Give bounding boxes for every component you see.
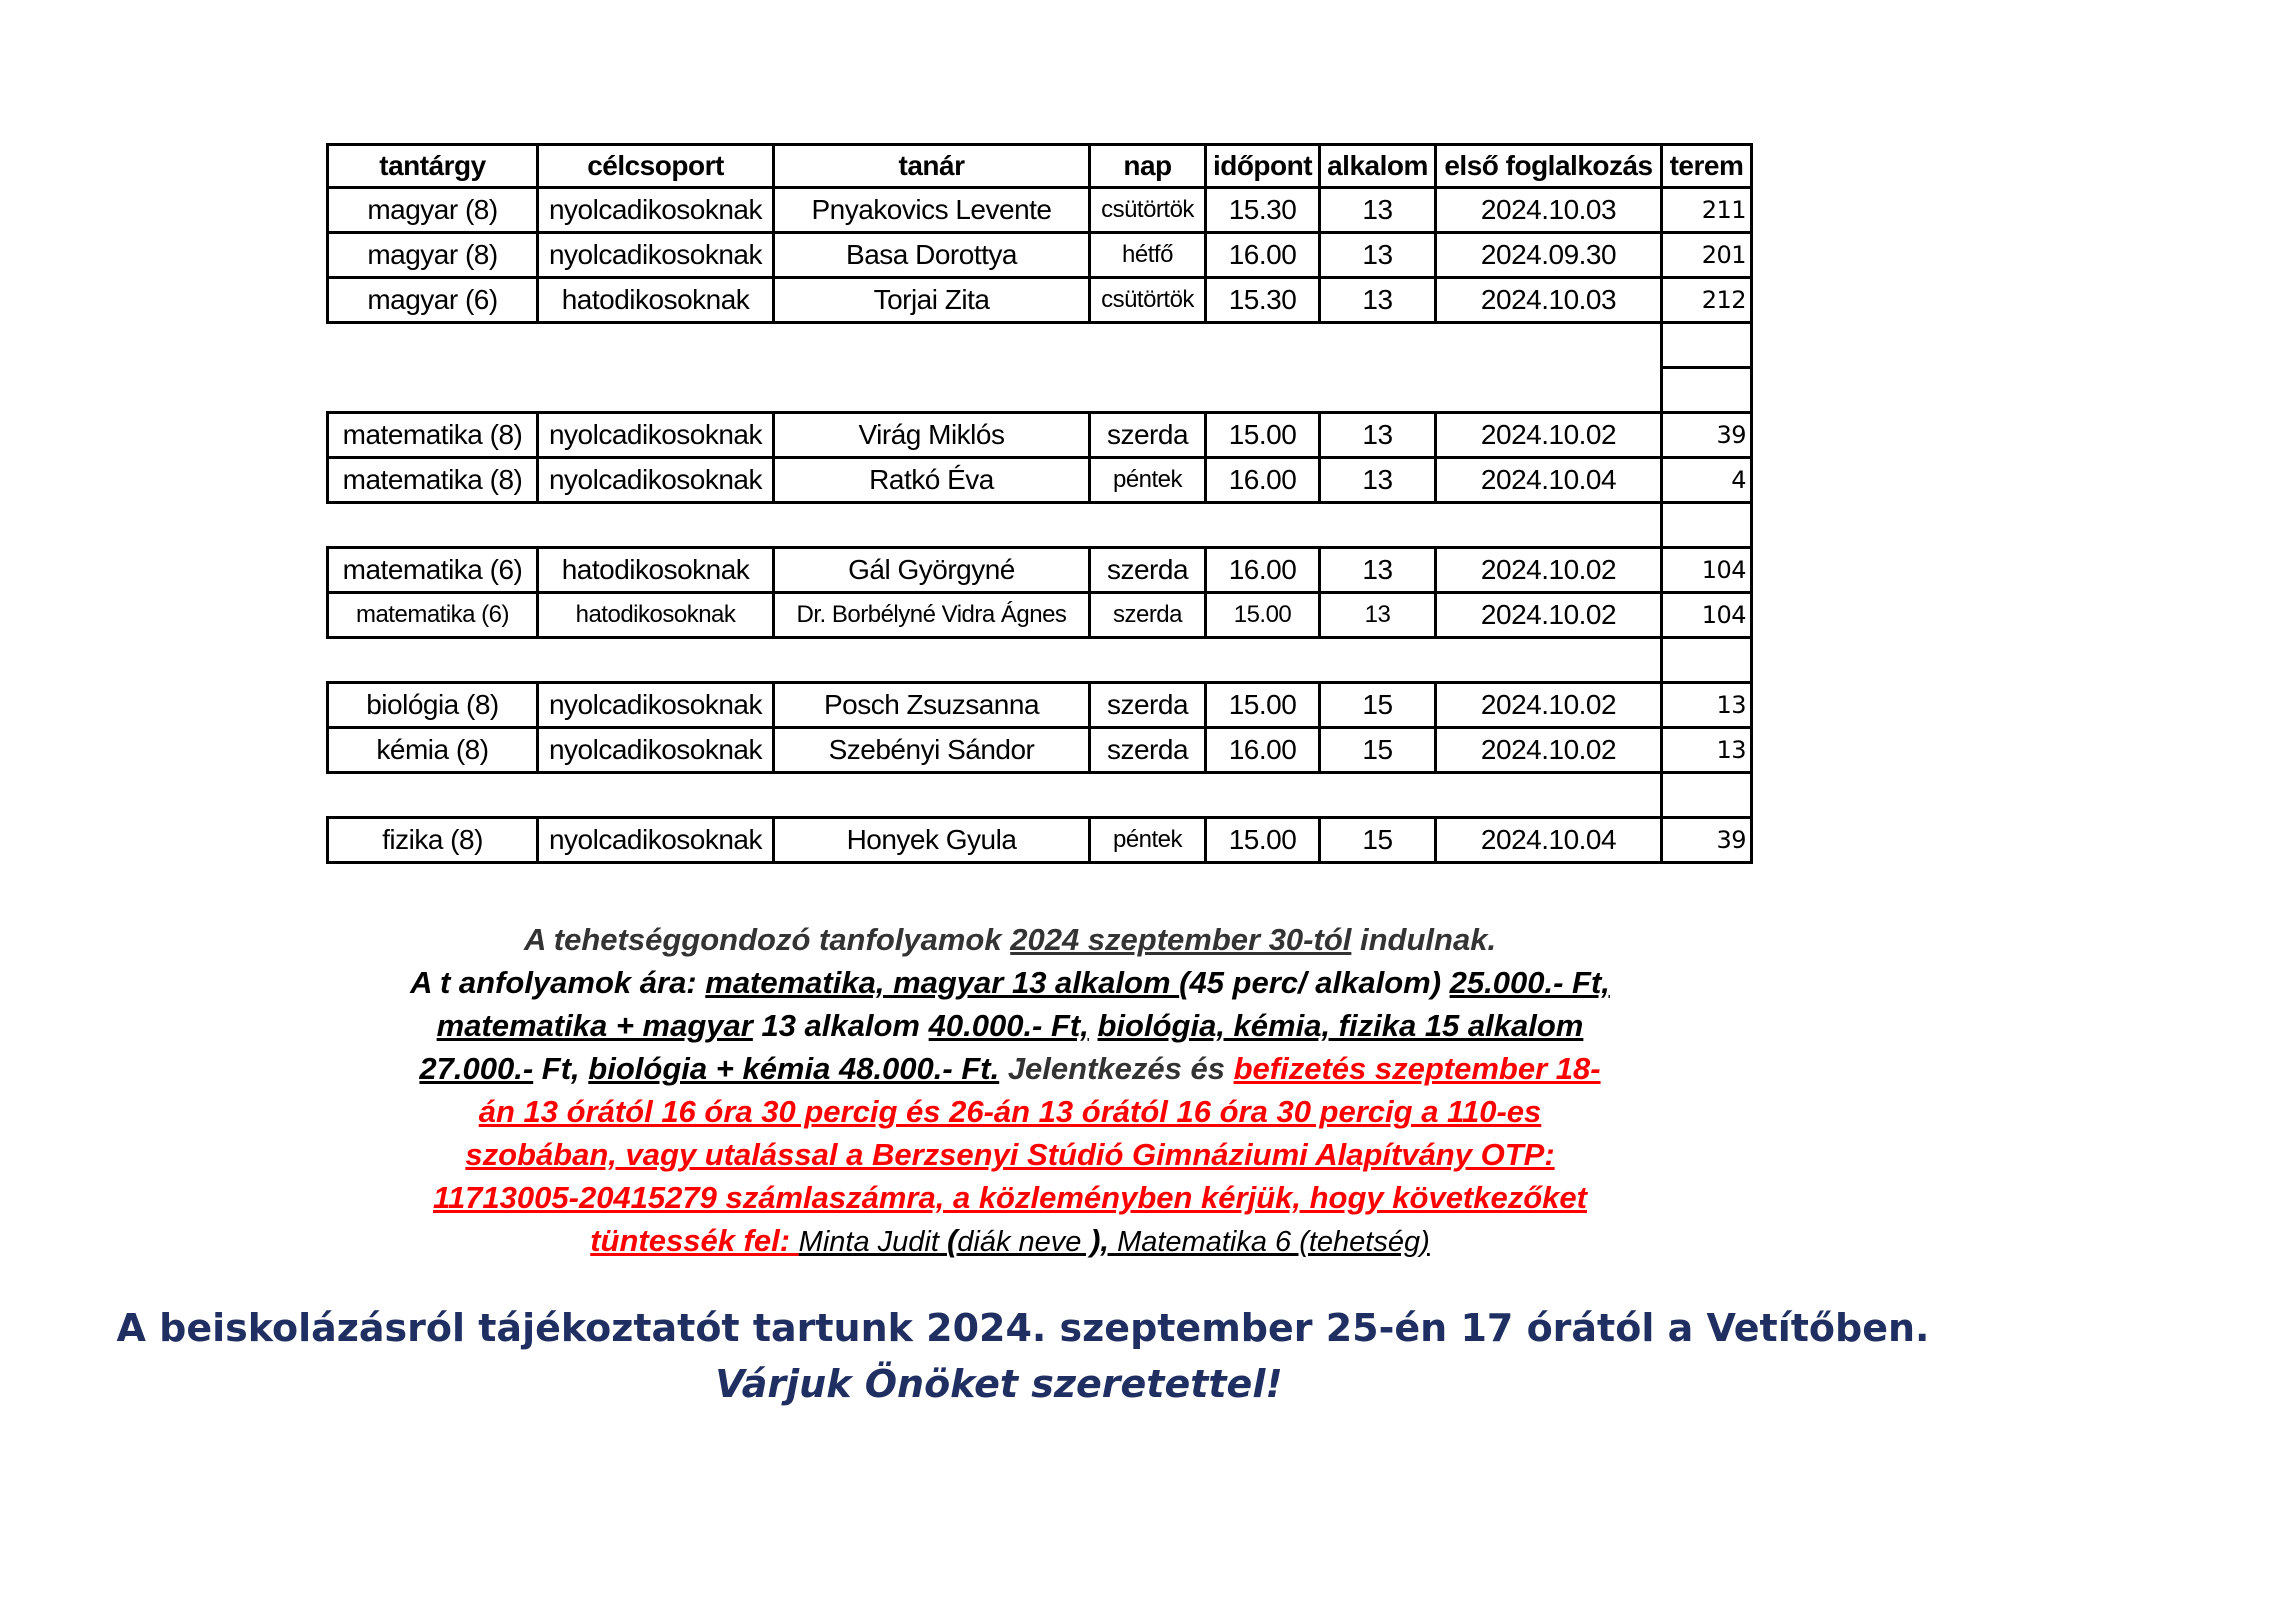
announcement-line-2: Várjuk Önöket szeretettel! xyxy=(715,1362,1283,1406)
cell-room: 39 xyxy=(1662,413,1752,458)
cell-sessions: 15 xyxy=(1320,728,1436,773)
cell-subject: magyar (8) xyxy=(328,188,538,233)
header-subject: tantárgy xyxy=(328,145,538,188)
cell-first-session: 2024.10.02 xyxy=(1436,728,1662,773)
table-row xyxy=(328,233,1752,278)
cell-sessions: 13 xyxy=(1320,278,1436,323)
cell-target-group: nyolcadikosoknak xyxy=(538,818,774,863)
info-line-4: 27.000.- Ft, biológia + kémia 48.000.- Ft. Jelentkezés és befizetés szeptember 18- xyxy=(419,1051,1601,1086)
cell-day: szerda xyxy=(1090,728,1206,773)
cell-day: péntek xyxy=(1090,458,1206,503)
cell-teacher: Dr. Borbélyné Vidra Ágnes xyxy=(774,593,1090,638)
cell-first-session: 2024.10.02 xyxy=(1436,683,1662,728)
empty-row xyxy=(328,368,1752,413)
cell-teacher: Virág Miklós xyxy=(774,413,1090,458)
cell-time: 16.00 xyxy=(1206,233,1320,278)
cell-first-session: 2024.10.02 xyxy=(1436,593,1662,638)
table-row xyxy=(328,818,1752,863)
cell-target-group: nyolcadikosoknak xyxy=(538,233,774,278)
header-time: időpont xyxy=(1206,145,1320,188)
cell-teacher: Posch Zsuzsanna xyxy=(774,683,1090,728)
announcement xyxy=(0,1300,2282,1412)
cell-day: hétfő xyxy=(1090,233,1206,278)
cell-subject: fizika (8) xyxy=(328,818,538,863)
empty-row xyxy=(328,323,1752,368)
header-day: nap xyxy=(1090,145,1206,188)
table-row xyxy=(328,458,1752,503)
table-row xyxy=(328,728,1752,773)
cell-room: 13 xyxy=(1662,683,1752,728)
cell-time: 15.00 xyxy=(1206,593,1320,638)
cell-subject: kémia (8) xyxy=(328,728,538,773)
cell-day: szerda xyxy=(1090,593,1206,638)
cell-day: szerda xyxy=(1090,413,1206,458)
header-target-group: célcsoport xyxy=(538,145,774,188)
cell-subject: magyar (8) xyxy=(328,233,538,278)
cell-target-group: nyolcadikosoknak xyxy=(538,683,774,728)
cell-subject: matematika (8) xyxy=(328,413,538,458)
cell-target-group: nyolcadikosoknak xyxy=(538,728,774,773)
table-row xyxy=(328,593,1752,638)
cell-subject: magyar (6) xyxy=(328,278,538,323)
info-line-2: A t anfolyamok ára: matematika, magyar 13 alkalom (45 perc/ alkalom) 25.000.- Ft, xyxy=(410,965,1610,1000)
table-header-row xyxy=(328,145,1752,188)
cell-room: 104 xyxy=(1662,593,1752,638)
cell-room: 39 xyxy=(1662,818,1752,863)
cell-sessions: 13 xyxy=(1320,548,1436,593)
cell-first-session: 2024.10.03 xyxy=(1436,278,1662,323)
cell-day: péntek xyxy=(1090,818,1206,863)
header-sessions: alkalom xyxy=(1320,145,1436,188)
cell-sessions: 13 xyxy=(1320,593,1436,638)
cell-target-group: nyolcadikosoknak xyxy=(538,458,774,503)
cell-target-group: hatodikosoknak xyxy=(538,593,774,638)
table-row xyxy=(328,548,1752,593)
table-row xyxy=(328,278,1752,323)
info-line-3: matematika + magyar 13 alkalom 40.000.- Ft, biológia, kémia, fizika 15 alkalom xyxy=(436,1008,1584,1043)
table-row xyxy=(328,188,1752,233)
cell-day: csütörtök xyxy=(1090,188,1206,233)
cell-room: 201 xyxy=(1662,233,1752,278)
cell-sessions: 15 xyxy=(1320,683,1436,728)
cell-first-session: 2024.09.30 xyxy=(1436,233,1662,278)
table-row xyxy=(328,683,1752,728)
cell-room: 13 xyxy=(1662,728,1752,773)
info-line-5: án 13 órától 16 óra 30 percig és 26-án 13 órától 16 óra 30 percig a 110-es xyxy=(478,1094,1542,1129)
header-first-session: első foglalkozás xyxy=(1436,145,1662,188)
empty-row xyxy=(328,503,1752,548)
cell-time: 16.00 xyxy=(1206,458,1320,503)
cell-first-session: 2024.10.02 xyxy=(1436,413,1662,458)
cell-sessions: 13 xyxy=(1320,233,1436,278)
empty-row xyxy=(328,638,1752,683)
header-teacher: tanár xyxy=(774,145,1090,188)
cell-sessions: 13 xyxy=(1320,413,1436,458)
announcement-line-1: A beiskolázásról tájékoztatót tartunk 2024. szeptember 25-én 17 órától a Vetítőben. xyxy=(116,1306,1930,1350)
cell-room: 212 xyxy=(1662,278,1752,323)
cell-first-session: 2024.10.04 xyxy=(1436,458,1662,503)
cell-teacher: Ratkó Éva xyxy=(774,458,1090,503)
cell-time: 15.00 xyxy=(1206,413,1320,458)
cell-time: 15.00 xyxy=(1206,683,1320,728)
cell-subject: matematika (8) xyxy=(328,458,538,503)
cell-target-group: nyolcadikosoknak xyxy=(538,188,774,233)
cell-day: csütörtök xyxy=(1090,278,1206,323)
cell-first-session: 2024.10.03 xyxy=(1436,188,1662,233)
cell-sessions: 13 xyxy=(1320,458,1436,503)
cell-target-group: hatodikosoknak xyxy=(538,278,774,323)
course-schedule-table xyxy=(326,143,1753,864)
cell-day: szerda xyxy=(1090,548,1206,593)
cell-subject: matematika (6) xyxy=(328,548,538,593)
cell-teacher: Honyek Gyula xyxy=(774,818,1090,863)
cell-time: 16.00 xyxy=(1206,728,1320,773)
cell-first-session: 2024.10.04 xyxy=(1436,818,1662,863)
cell-sessions: 15 xyxy=(1320,818,1436,863)
cell-subject: matematika (6) xyxy=(328,593,538,638)
cell-subject: biológia (8) xyxy=(328,683,538,728)
cell-teacher: Gál Györgyné xyxy=(774,548,1090,593)
cell-teacher: Torjai Zita xyxy=(774,278,1090,323)
info-line-8: tüntessék fel: Minta Judit (diák neve ), Matematika 6 (tehetség) xyxy=(590,1223,1430,1258)
cell-sessions: 13 xyxy=(1320,188,1436,233)
cell-teacher: Szebényi Sándor xyxy=(774,728,1090,773)
cell-target-group: hatodikosoknak xyxy=(538,548,774,593)
cell-room: 104 xyxy=(1662,548,1752,593)
cell-first-session: 2024.10.02 xyxy=(1436,548,1662,593)
cell-teacher: Pnyakovics Levente xyxy=(774,188,1090,233)
empty-row xyxy=(328,773,1752,818)
cell-teacher: Basa Dorottya xyxy=(774,233,1090,278)
cell-time: 15.30 xyxy=(1206,188,1320,233)
info-line-6: szobában, vagy utalással a Berzsenyi Stúdió Gimnáziumi Alapítvány OTP: xyxy=(465,1137,1555,1172)
cell-target-group: nyolcadikosoknak xyxy=(538,413,774,458)
table-row xyxy=(328,413,1752,458)
info-line-1: A tehetséggondozó tanfolyamok 2024 szeptember 30-tól indulnak. xyxy=(523,922,1497,957)
course-info-paragraph xyxy=(320,918,1700,1264)
header-room: terem xyxy=(1662,145,1752,188)
cell-room: 211 xyxy=(1662,188,1752,233)
cell-time: 15.30 xyxy=(1206,278,1320,323)
cell-time: 15.00 xyxy=(1206,818,1320,863)
info-line-7: 11713005-20415279 számlaszámra, a közleményben kérjük, hogy következőket xyxy=(433,1180,1587,1215)
cell-time: 16.00 xyxy=(1206,548,1320,593)
cell-room: 4 xyxy=(1662,458,1752,503)
cell-day: szerda xyxy=(1090,683,1206,728)
